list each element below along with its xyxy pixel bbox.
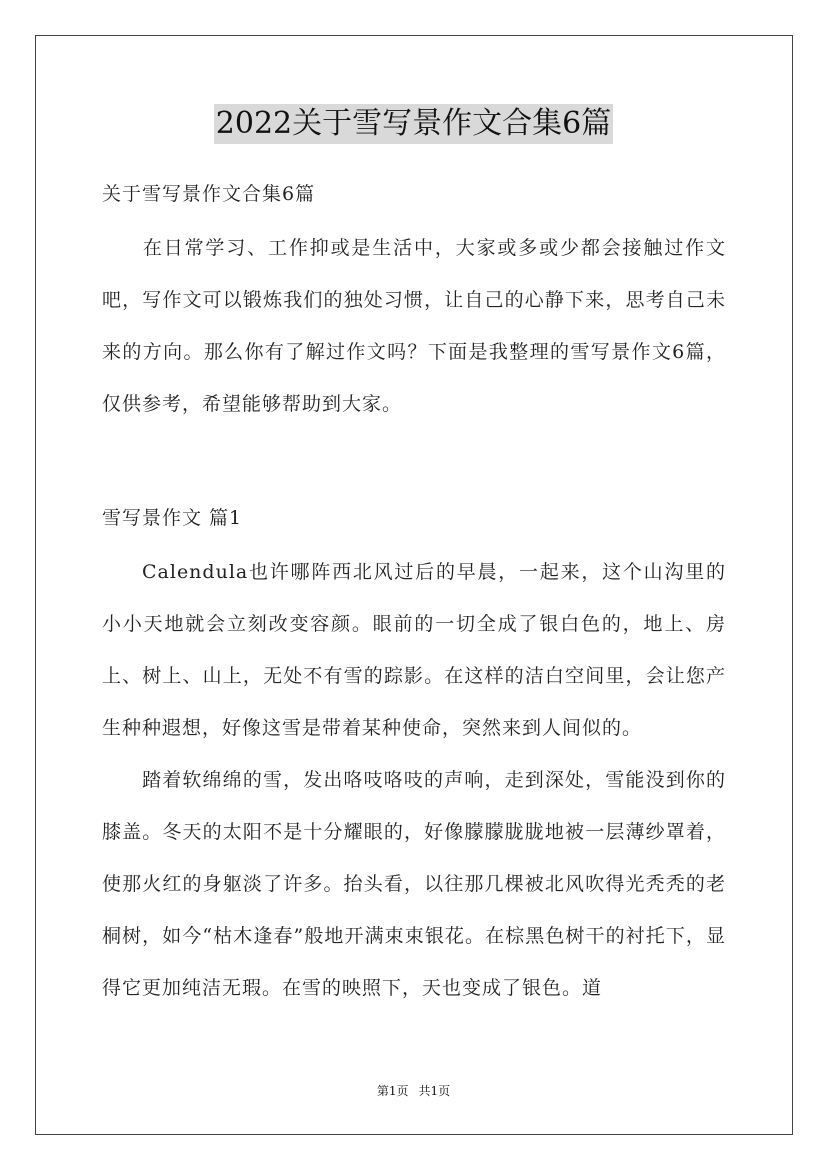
intro-text: 在日常学习、工作抑或是生活中，大家或多或少都会接触过作文吧，写作文可以锻炼我们的独处习惯，让自己的心静下来，思考自己未来的方向。那么你有了解过作文吗？下面是我整理的雪写景作文6篇，仅供参考，希望能够帮助到大家。: [102, 237, 726, 415]
section-heading: 雪写景作文 篇1: [102, 507, 243, 529]
intro-paragraph: [102, 222, 726, 430]
page-footer: [0, 1082, 827, 1100]
body-paragraph-2-text: 踏着软绵绵的雪，发出咯吱咯吱的声响，走到深处，雪能没到你的膝盖。冬天的太阳不是十分耀眼的，好像朦朦胧胧地被一层薄纱罩着，使那火红的身躯淡了许多。抬头看，以往那几棵被北风吹得光秃秃的老桐树，如今“枯木逢春”般地开满束束银花。在棕黑色树干的衬托下，显得它更加纯洁无瑕。在雪的映照下，天也变成了银色。道: [102, 769, 726, 999]
page-number-total: 共1页: [418, 1084, 451, 1098]
page-number-current: 第1页: [376, 1084, 409, 1098]
title-container: [0, 104, 827, 144]
body-paragraph-1: [102, 546, 726, 754]
document-subtitle: 关于雪写景作文合集6篇: [102, 183, 316, 205]
document-title: 2022关于雪写景作文合集6篇: [214, 104, 613, 144]
body-paragraph-2: [102, 754, 726, 1014]
body-paragraph-1-text: Calendula也许哪阵西北风过后的早晨，一起来，这个山沟里的小小天地就会立刻改变容颜。眼前的一切全成了银白色的，地上、房上、树上、山上，无处不有雪的踪影。在这样的洁白空间里，会让您产生种种遐想，好像这雪是带着某种使命，突然来到人间似的。: [102, 561, 726, 739]
